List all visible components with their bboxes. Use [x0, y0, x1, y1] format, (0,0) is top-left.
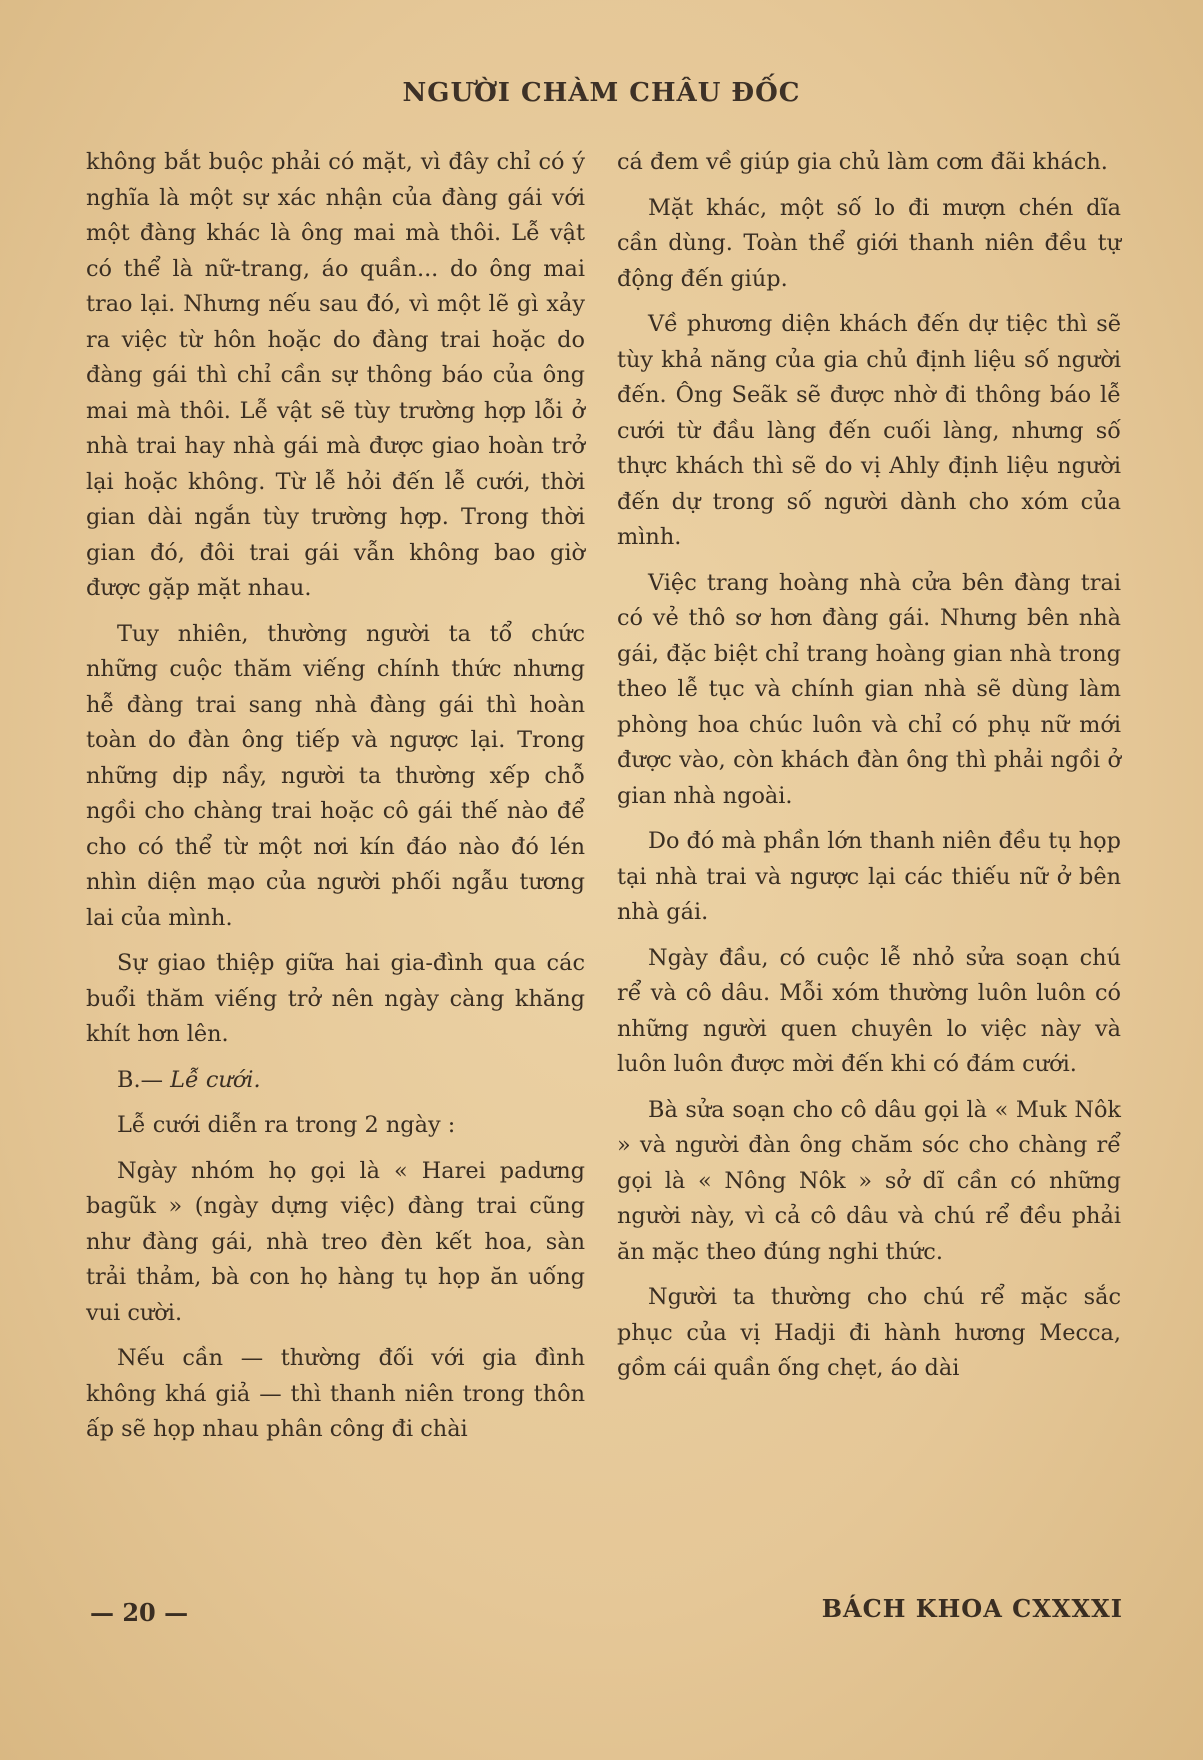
right-column	[617, 145, 1121, 1397]
paragraph: Lễ cưới diễn ra trong 2 ngày :	[117, 1112, 456, 1138]
paragraph: Tuy nhiên, thường người ta tổ chức những cuộc thăm viếng chính thức nhưng hễ đàng trai sang nhà đàng gái thì hoàn toàn do đàn ông tiếp và ngược lại. Trong những dịp nầy, người ta thường xếp chỗ ngồi cho chàng trai hoặc cô gái thế nào để cho có thể từ một nơi kín đáo nào đó lén nhìn diện mạo của người phối ngẫu tương lai của mình.	[86, 620, 585, 931]
section-heading-prefix: B.—	[117, 1066, 163, 1093]
left-column	[86, 145, 585, 1458]
running-header: NGƯỜI CHÀM CHÂU ĐỐC	[402, 78, 801, 108]
section-heading-label: Lễ cưới.	[170, 1066, 261, 1093]
paragraph: Mặt khác, một số lo đi mượn chén dĩa cần dùng. Toàn thể giới thanh niên đều tự động đến giúp.	[617, 194, 1121, 292]
page-number: — 20 —	[90, 1598, 189, 1627]
paragraph: Do đó mà phần lớn thanh niên đều tụ họp tại nhà trai và ngược lại các thiếu nữ ở bên nhà gái.	[617, 828, 1121, 925]
paragraph: Việc trang hoàng nhà cửa bên đàng trai có vẻ thô sơ hơn đàng gái. Nhưng bên nhà gái, đặc biệt chỉ trang hoàng gian nhà trong theo lễ tục và chính gian nhà sẽ dùng làm phòng hoa chúc luôn và chỉ có phụ nữ mới được vào, còn khách đàn ông thì phải ngồi ở gian nhà ngoài.	[617, 569, 1121, 809]
paragraph: Người ta thường cho chú rể mặc sắc phục của vị Hadji đi hành hương Mecca, gồm cái quần ống chẹt, áo dài	[617, 1284, 1121, 1381]
paragraph: Ngày nhóm họ gọi là « Harei padưng bagũk » (ngày dựng việc) đàng trai cũng như đàng gái, nhà treo đèn kết hoa, sàn trải thảm, bà con họ hàng tụ họp ăn uống vui cười.	[86, 1157, 585, 1326]
paragraph: cá đem về giúp gia chủ làm cơm đãi khách.	[617, 149, 1108, 175]
paragraph: Ngày đầu, có cuộc lễ nhỏ sửa soạn chú rể và cô dâu. Mỗi xóm thường luôn luôn có những người quen chuyên lo việc này và luôn luôn được mời đến khi có đám cưới.	[617, 944, 1121, 1077]
section-heading	[86, 1063, 585, 1099]
paragraph: Bà sửa soạn cho cô dâu gọi là « Muk Nôk » và người đàn ông chăm sóc cho chàng rể gọi là « Nông Nôk » sở dĩ cần có những người này, vì cả cô dâu và chú rể đều phải ăn mặc theo đúng nghi thức.	[617, 1096, 1121, 1265]
paragraph: Về phương diện khách đến dự tiệc thì sẽ tùy khả năng của gia chủ định liệu số người đến. Ông Seãk sẽ được nhờ đi thông báo lễ cưới từ đầu làng đến cuối làng, nhưng số thực khách thì sẽ do vị Ahly định liệu người đến dự trong số người dành cho xóm của mình.	[617, 311, 1121, 550]
paragraph: Sự giao thiệp giữa hai gia-đình qua các buổi thăm viếng trở nên ngày càng khăng khít hơn lên.	[86, 950, 585, 1047]
paragraph: Nếu cần — thường đối với gia đình không khá giả — thì thanh niên trong thôn ấp sẽ họp nhau phân công đi chài	[86, 1345, 585, 1442]
paragraph: không bắt buộc phải có mặt, vì đây chỉ có ý nghĩa là một sự xác nhận của đàng gái với một đàng khác là ông mai mà thôi. Lễ vật có thể là nữ-trang, áo quần... do ông mai trao lại. Nhưng nếu sau đó, vì một lẽ gì xảy ra việc từ hôn hoặc do đàng trai hoặc do đàng gái thì chỉ cần sự thông báo của ông mai mà thôi. Lễ vật sẽ tùy trường hợp lỗi ở nhà trai hay nhà gái mà được giao hoàn trở lại hoặc không. Từ lễ hỏi đến lễ cưới, thời gian dài ngắn tùy trường hợp. Trong thời gian đó, đôi trai gái vẫn không bao giờ được gặp mặt nhau.	[86, 149, 585, 601]
publication-name: BÁCH KHOA CXXXXI	[821, 1594, 1123, 1623]
